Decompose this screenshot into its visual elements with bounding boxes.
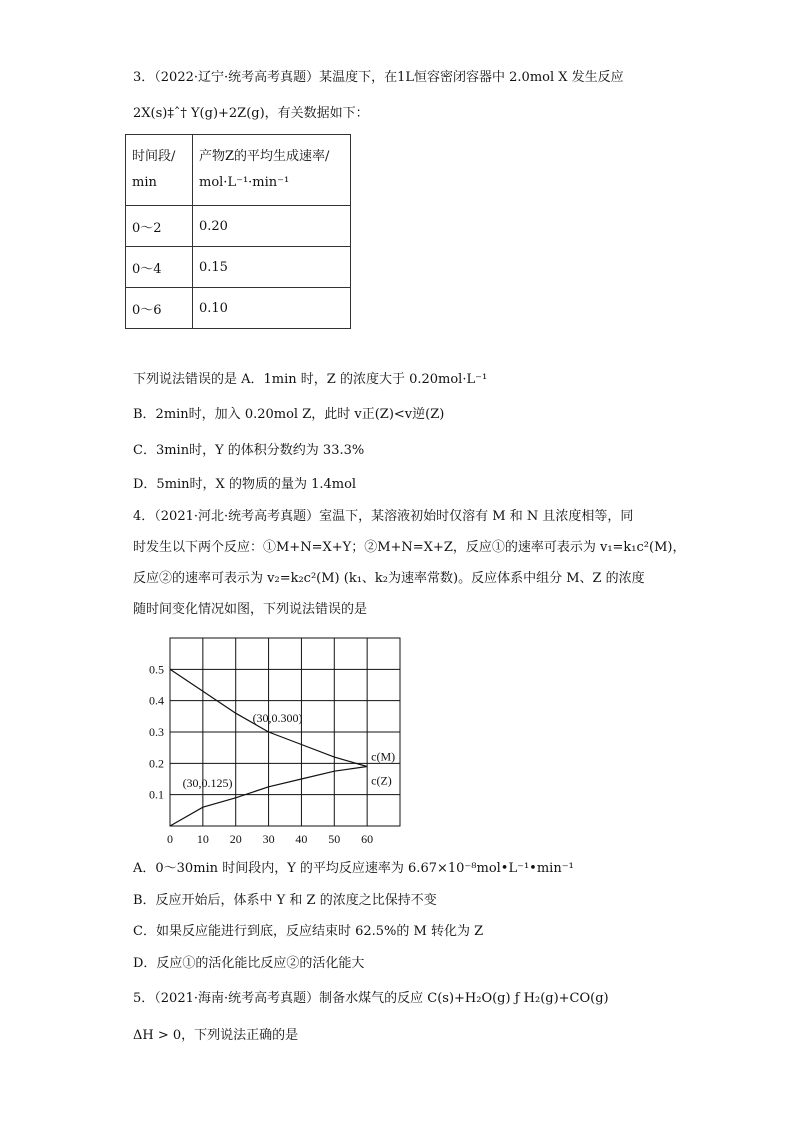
point-annotation: (30,0.125) [182, 775, 233, 790]
y-tick-label: 0.5 [149, 662, 164, 677]
q4-option-d: D．反应①的活化能比反应②的活化能大 [133, 956, 365, 971]
header-time: 时间段/ min [126, 135, 193, 206]
q4-stem-line1: 4．（2021·河北·统考高考真题）室温下，某溶液初始时仅溶有 M 和 N 且浓度相等，同 [133, 509, 634, 524]
cell-rate: 0.15 [193, 247, 351, 288]
q4-option-b: B．反应开始后，体系中 Y 和 Z 的浓度之比保持不变 [133, 893, 437, 908]
q3-option-c: C．3min时，Y 的体积分数约为 33.3% [133, 443, 365, 458]
q4-option-a: A．0～30min 时间段内，Y 的平均反应速率为 6.67×10⁻⁸mol•L⁻¹•min⁻¹ [133, 861, 574, 876]
table-row [126, 247, 351, 288]
x-tick-label: 40 [295, 832, 308, 846]
x-tick-label: 20 [229, 832, 242, 846]
cell-time: 0～4 [126, 247, 193, 288]
q3-stem-line1: 3．（2022·辽宁·统考高考真题）某温度下，在1L恒容密闭容器中 2.0mol X 发生反应 [133, 70, 624, 85]
series-label: c(M) [371, 749, 396, 764]
q4-stem-line3: 反应②的速率可表示为 v₂=k₂c²(M) (k₁、k₂为速率常数)。反应体系中组分 M、Z 的浓度 [133, 571, 645, 586]
point-annotation: (30,0.300) [252, 711, 303, 725]
table-header-row [126, 135, 351, 206]
y-tick-label: 0.2 [149, 756, 164, 771]
x-tick-label: 50 [328, 832, 341, 846]
x-tick-label: 30 [262, 832, 275, 846]
y-tick-label: 0.1 [149, 787, 164, 802]
cell-rate: 0.10 [193, 288, 351, 329]
rate-table [125, 134, 351, 329]
table-row [126, 206, 351, 247]
q3-option-b: B．2min时，加入 0.20mol Z，此时 v正(Z)<v逆(Z) [133, 407, 445, 422]
q3-prompt-and-option-a: 下列说法错误的是 A．1min 时，Z 的浓度大于 0.20mol·L⁻¹ [133, 372, 488, 387]
q4-option-c: C．如果反应能进行到底，反应结束时 62.5%的 M 转化为 Z [133, 924, 484, 939]
cell-time: 0～2 [126, 206, 193, 247]
q4-stem-line4: 随时间变化情况如图，下列说法错误的是 [133, 602, 368, 617]
q4-stem-line2: 时发生以下两个反应：①M+N=X+Y；②M+N=X+Z，反应①的速率可表示为 v₁=k₁c²(M)， [133, 540, 686, 555]
q5-stem-line1: 5．（2021·海南·统考高考真题）制备水煤气的反应 C(s)+H₂O(g) ƒ H₂(g)+CO(g) [133, 991, 609, 1006]
header-rate: 产物Z的平均生成速率/ mol·L⁻¹·min⁻¹ [193, 135, 351, 206]
x-tick-label: 0 [167, 832, 173, 846]
cell-time: 0～6 [126, 288, 193, 329]
table-row [126, 288, 351, 329]
series-label: c(Z) [371, 773, 392, 788]
q3-option-d: D．5min时，X 的物质的量为 1.4mol [133, 477, 357, 492]
cell-rate: 0.20 [193, 206, 351, 247]
y-tick-label: 0.3 [149, 725, 164, 739]
q5-stem-line2: ΔH > 0，下列说法正确的是 [133, 1028, 299, 1043]
concentration-chart [140, 630, 430, 848]
q3-stem-line2: 2X(s)‡ˆ† Y(g)+2Z(g)，有关数据如下： [133, 106, 369, 121]
x-tick-label: 60 [361, 832, 374, 846]
x-tick-label: 10 [196, 832, 209, 846]
y-tick-label: 0.4 [149, 693, 164, 708]
